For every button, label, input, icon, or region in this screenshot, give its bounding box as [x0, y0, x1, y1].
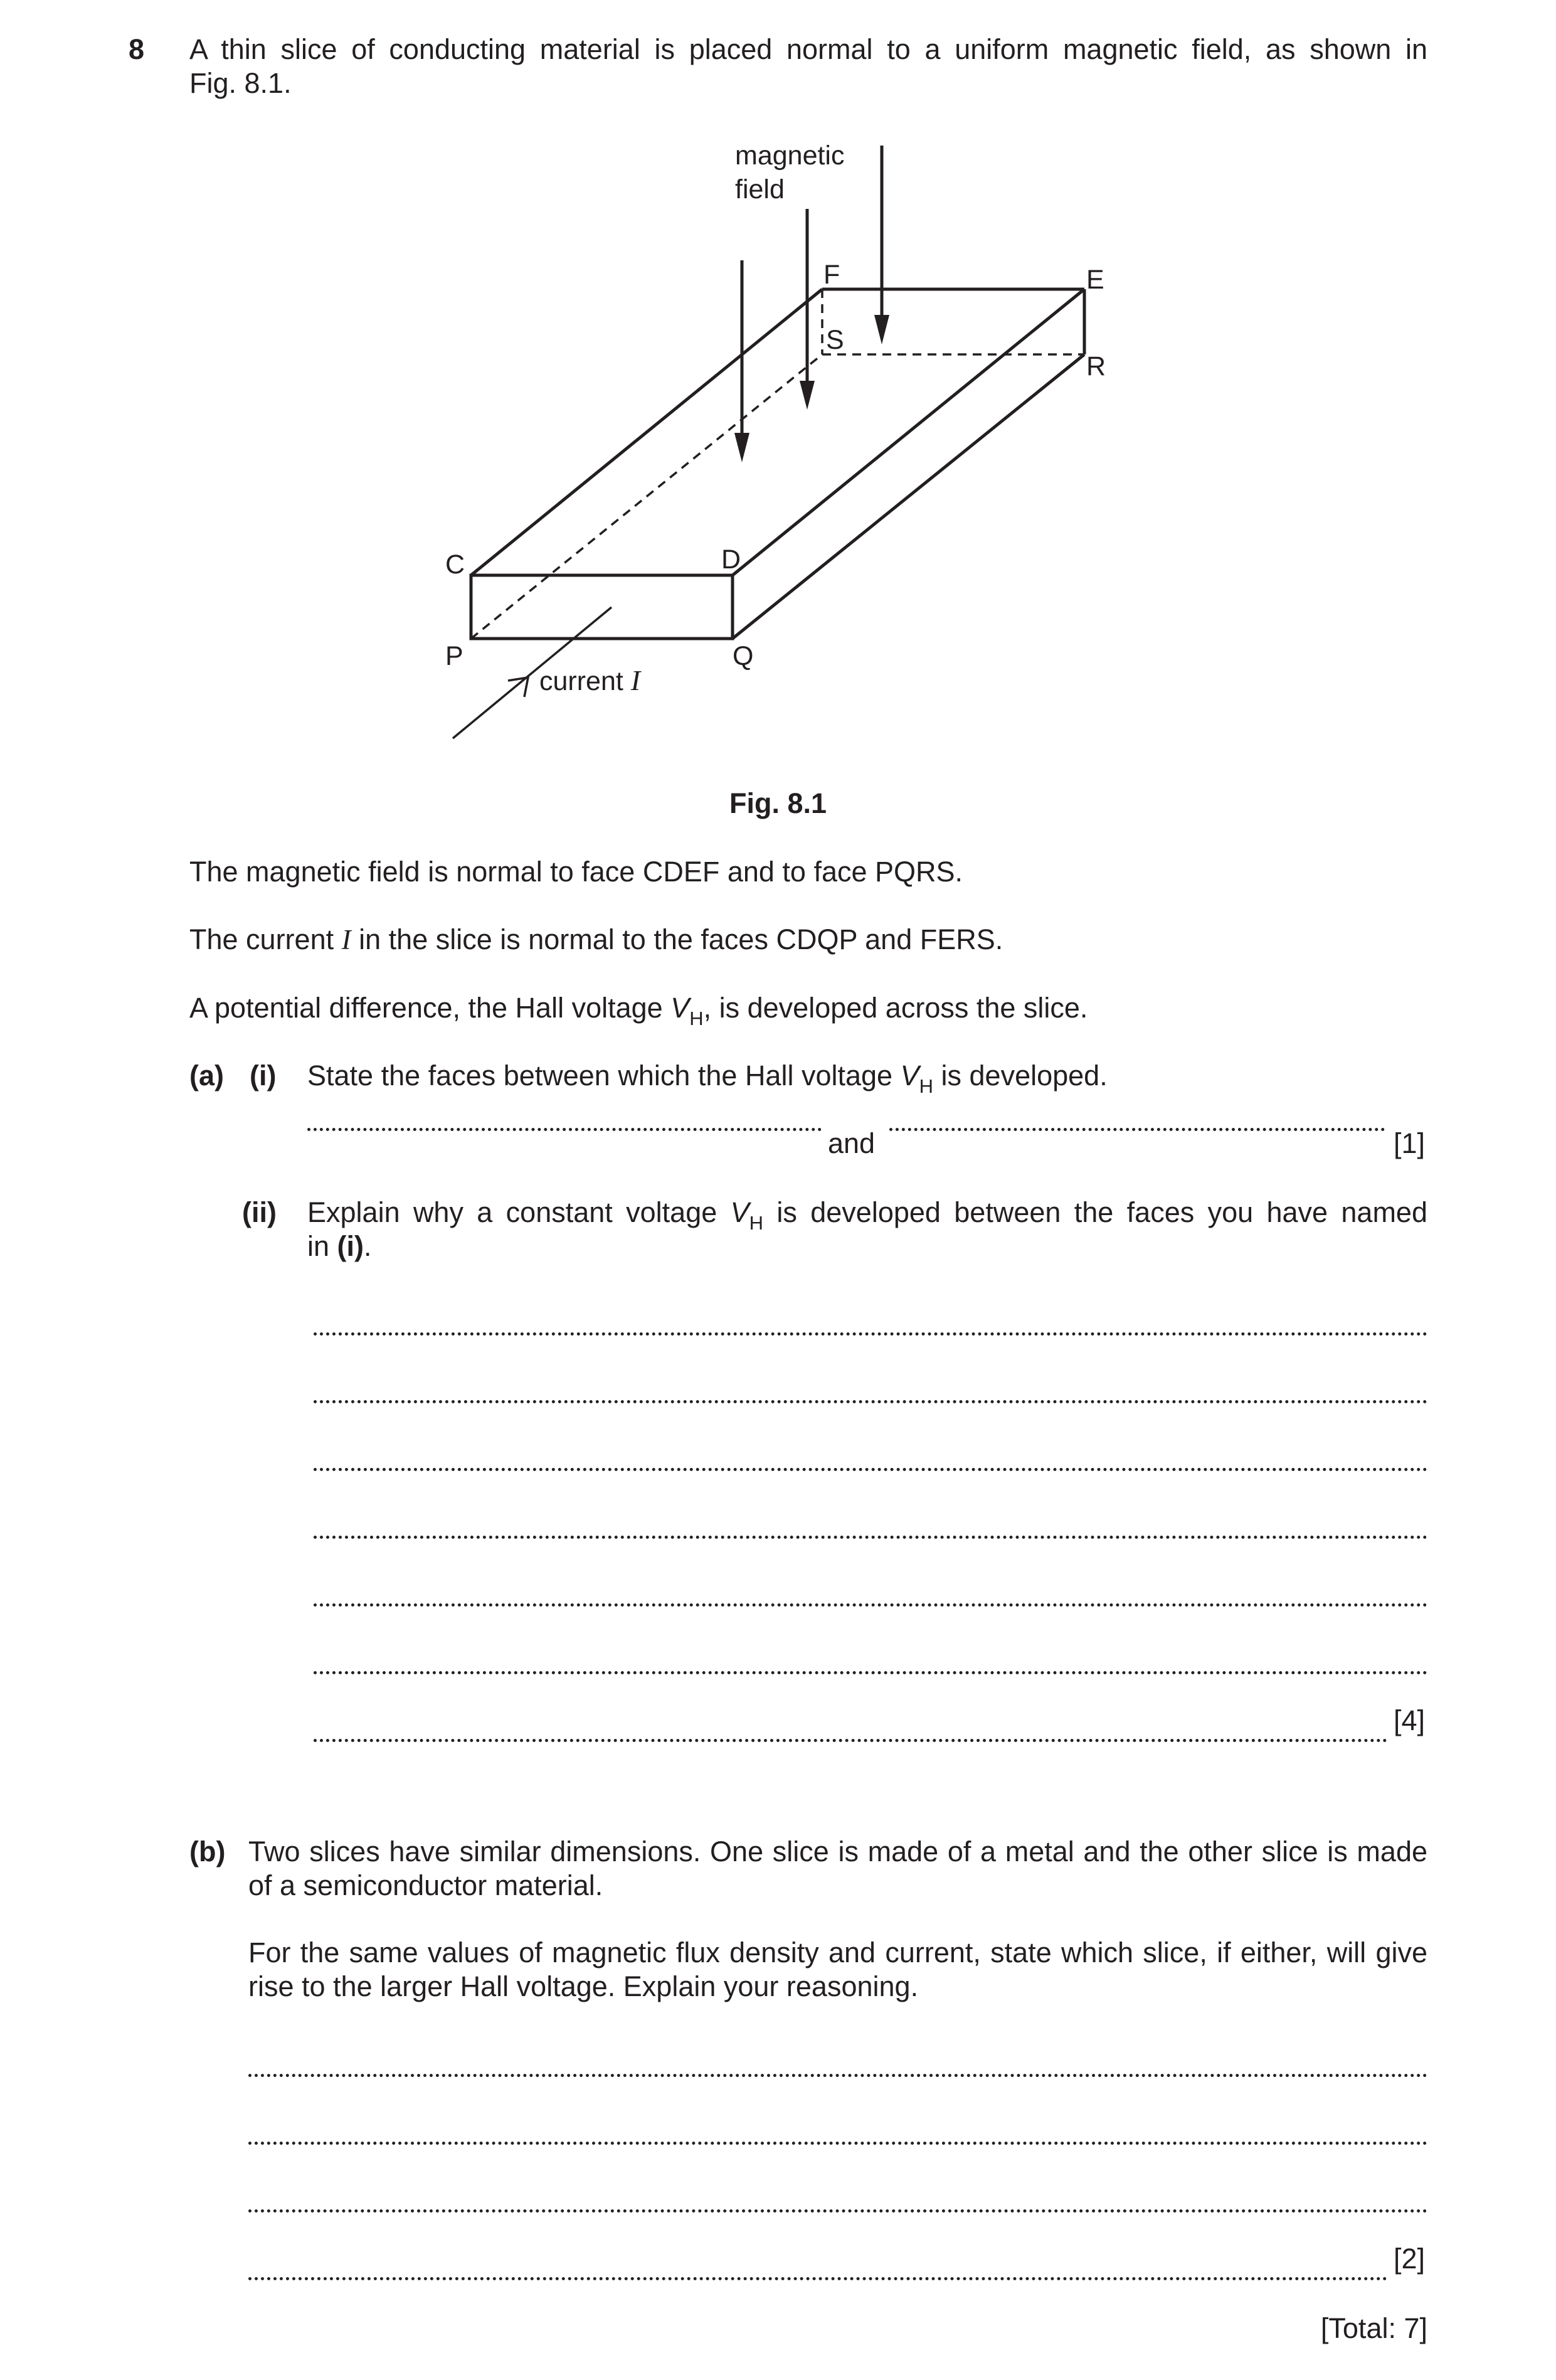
part-a-ii-text-post: is developed between the faces you have named — [776, 1196, 1427, 1228]
statement-current-normal — [189, 923, 1003, 957]
statement-current-pre: The current — [189, 923, 334, 955]
vertex-e-label: E — [1086, 265, 1104, 295]
hidden-edge-p-s — [471, 354, 822, 639]
part-a-ii-answer-line[interactable] — [314, 1568, 1427, 1607]
current-arrow-head — [508, 677, 528, 697]
part-b-answer-line[interactable] — [248, 2242, 1387, 2280]
part-a-label: (a) — [189, 1060, 224, 1092]
part-a-i-label: (i) — [250, 1060, 277, 1092]
part-a-i-answer-join: and — [828, 1127, 876, 1159]
vertex-q-label: Q — [733, 641, 754, 671]
part-a-ii-period: . — [364, 1230, 372, 1262]
question-number: 8 — [129, 33, 145, 65]
edge-e-d — [733, 289, 1084, 575]
field-arrow-2-head — [800, 381, 815, 410]
field-label-line2: field — [735, 174, 785, 205]
edge-c-f — [471, 289, 822, 575]
part-a-ii-answer-line[interactable] — [314, 1297, 1427, 1336]
part-b-para2-line2: rise to the larger Hall voltage. Explain your reasoning. — [248, 1970, 919, 2002]
statement-current-post: in the slice is normal to the faces CDQP and FERS. — [359, 923, 1003, 955]
part-a-ii-voltage-subscript: H — [749, 1212, 764, 1234]
part-a-ii-answer-line[interactable] — [314, 1365, 1427, 1403]
vertex-r-label: R — [1086, 351, 1106, 381]
part-a-ii-answer-line[interactable] — [314, 1501, 1427, 1539]
part-b-label: (b) — [189, 1835, 226, 1867]
field-arrow-3-head — [874, 315, 889, 344]
figure-8-1-diagram — [0, 0, 1556, 784]
figure-caption: Fig. 8.1 — [729, 787, 827, 819]
vertex-d-label: D — [721, 545, 741, 575]
part-b-marks: [2] — [1394, 2243, 1426, 2275]
part-b-answer-line[interactable] — [248, 2039, 1427, 2077]
part-a-ii-marks: [4] — [1394, 1704, 1426, 1736]
part-a-i-voltage-symbol: V — [900, 1060, 919, 1092]
vertex-f-label: F — [823, 260, 840, 290]
hall-voltage-symbol: V — [670, 992, 690, 1024]
part-a-i-text-pre: State the faces between which the Hall voltage — [307, 1060, 893, 1092]
field-label-line1: magnetic — [735, 141, 845, 171]
part-b-para1-line2: of a semiconductor material. — [248, 1869, 603, 1901]
vertex-s-label: S — [826, 325, 844, 355]
vertex-c-label: C — [445, 550, 465, 580]
part-a-i-marks: [1] — [1394, 1127, 1426, 1159]
hall-voltage-subscript: H — [689, 1007, 704, 1029]
part-b-para2-line1: For the same values of magnetic flux density and current, state which slice, if either, will give — [248, 1936, 1427, 1968]
part-a-ii-text-in: in — [307, 1230, 330, 1262]
statement-hall-voltage — [189, 991, 1088, 1029]
part-b-answer-line[interactable] — [248, 2174, 1427, 2213]
current-label: current I — [539, 664, 641, 696]
part-a-ii-text-pre: Explain why a constant voltage — [307, 1196, 717, 1228]
statement-field-normal: The magnetic field is normal to face CDEF and to face PQRS. — [189, 856, 963, 888]
part-a-ii-answer-line[interactable] — [314, 1433, 1427, 1471]
total-marks: [Total: 7] — [1320, 2312, 1427, 2344]
field-arrow-1-head — [734, 433, 749, 462]
part-a-ii-answer-line[interactable] — [314, 1704, 1387, 1742]
part-a-i-text-post: is developed. — [941, 1060, 1108, 1092]
part-a-i-answer-line-1[interactable] — [307, 1093, 822, 1131]
part-a-ii-ref: (i) — [337, 1230, 364, 1262]
edge-r-q — [733, 354, 1084, 639]
part-a-i-answer-line-2[interactable] — [889, 1093, 1385, 1131]
vertex-p-label: P — [445, 641, 463, 671]
part-a-ii-answer-line[interactable] — [314, 1636, 1427, 1674]
statement-hall-pre: A potential difference, the Hall voltage — [189, 992, 663, 1024]
part-a-i-voltage-subscript: H — [919, 1075, 933, 1097]
statement-hall-post: , is developed across the slice. — [703, 992, 1088, 1024]
question-intro-line1: A thin slice of conducting material is placed normal to a uniform magnetic field, as shown in — [189, 33, 1427, 65]
part-a-ii-voltage-symbol: V — [730, 1196, 749, 1228]
part-a-ii-question-line1 — [307, 1196, 1427, 1234]
part-a-i-question — [307, 1059, 1108, 1097]
part-a-ii-question-line2 — [307, 1230, 372, 1263]
question-intro-line2: Fig. 8.1. — [189, 67, 292, 99]
current-symbol: I — [341, 924, 351, 955]
part-a-ii-label: (ii) — [242, 1196, 277, 1228]
part-b-answer-line[interactable] — [248, 2106, 1427, 2145]
part-b-para1-line1: Two slices have similar dimensions. One slice is made of a metal and the other slice is made — [248, 1835, 1427, 1867]
